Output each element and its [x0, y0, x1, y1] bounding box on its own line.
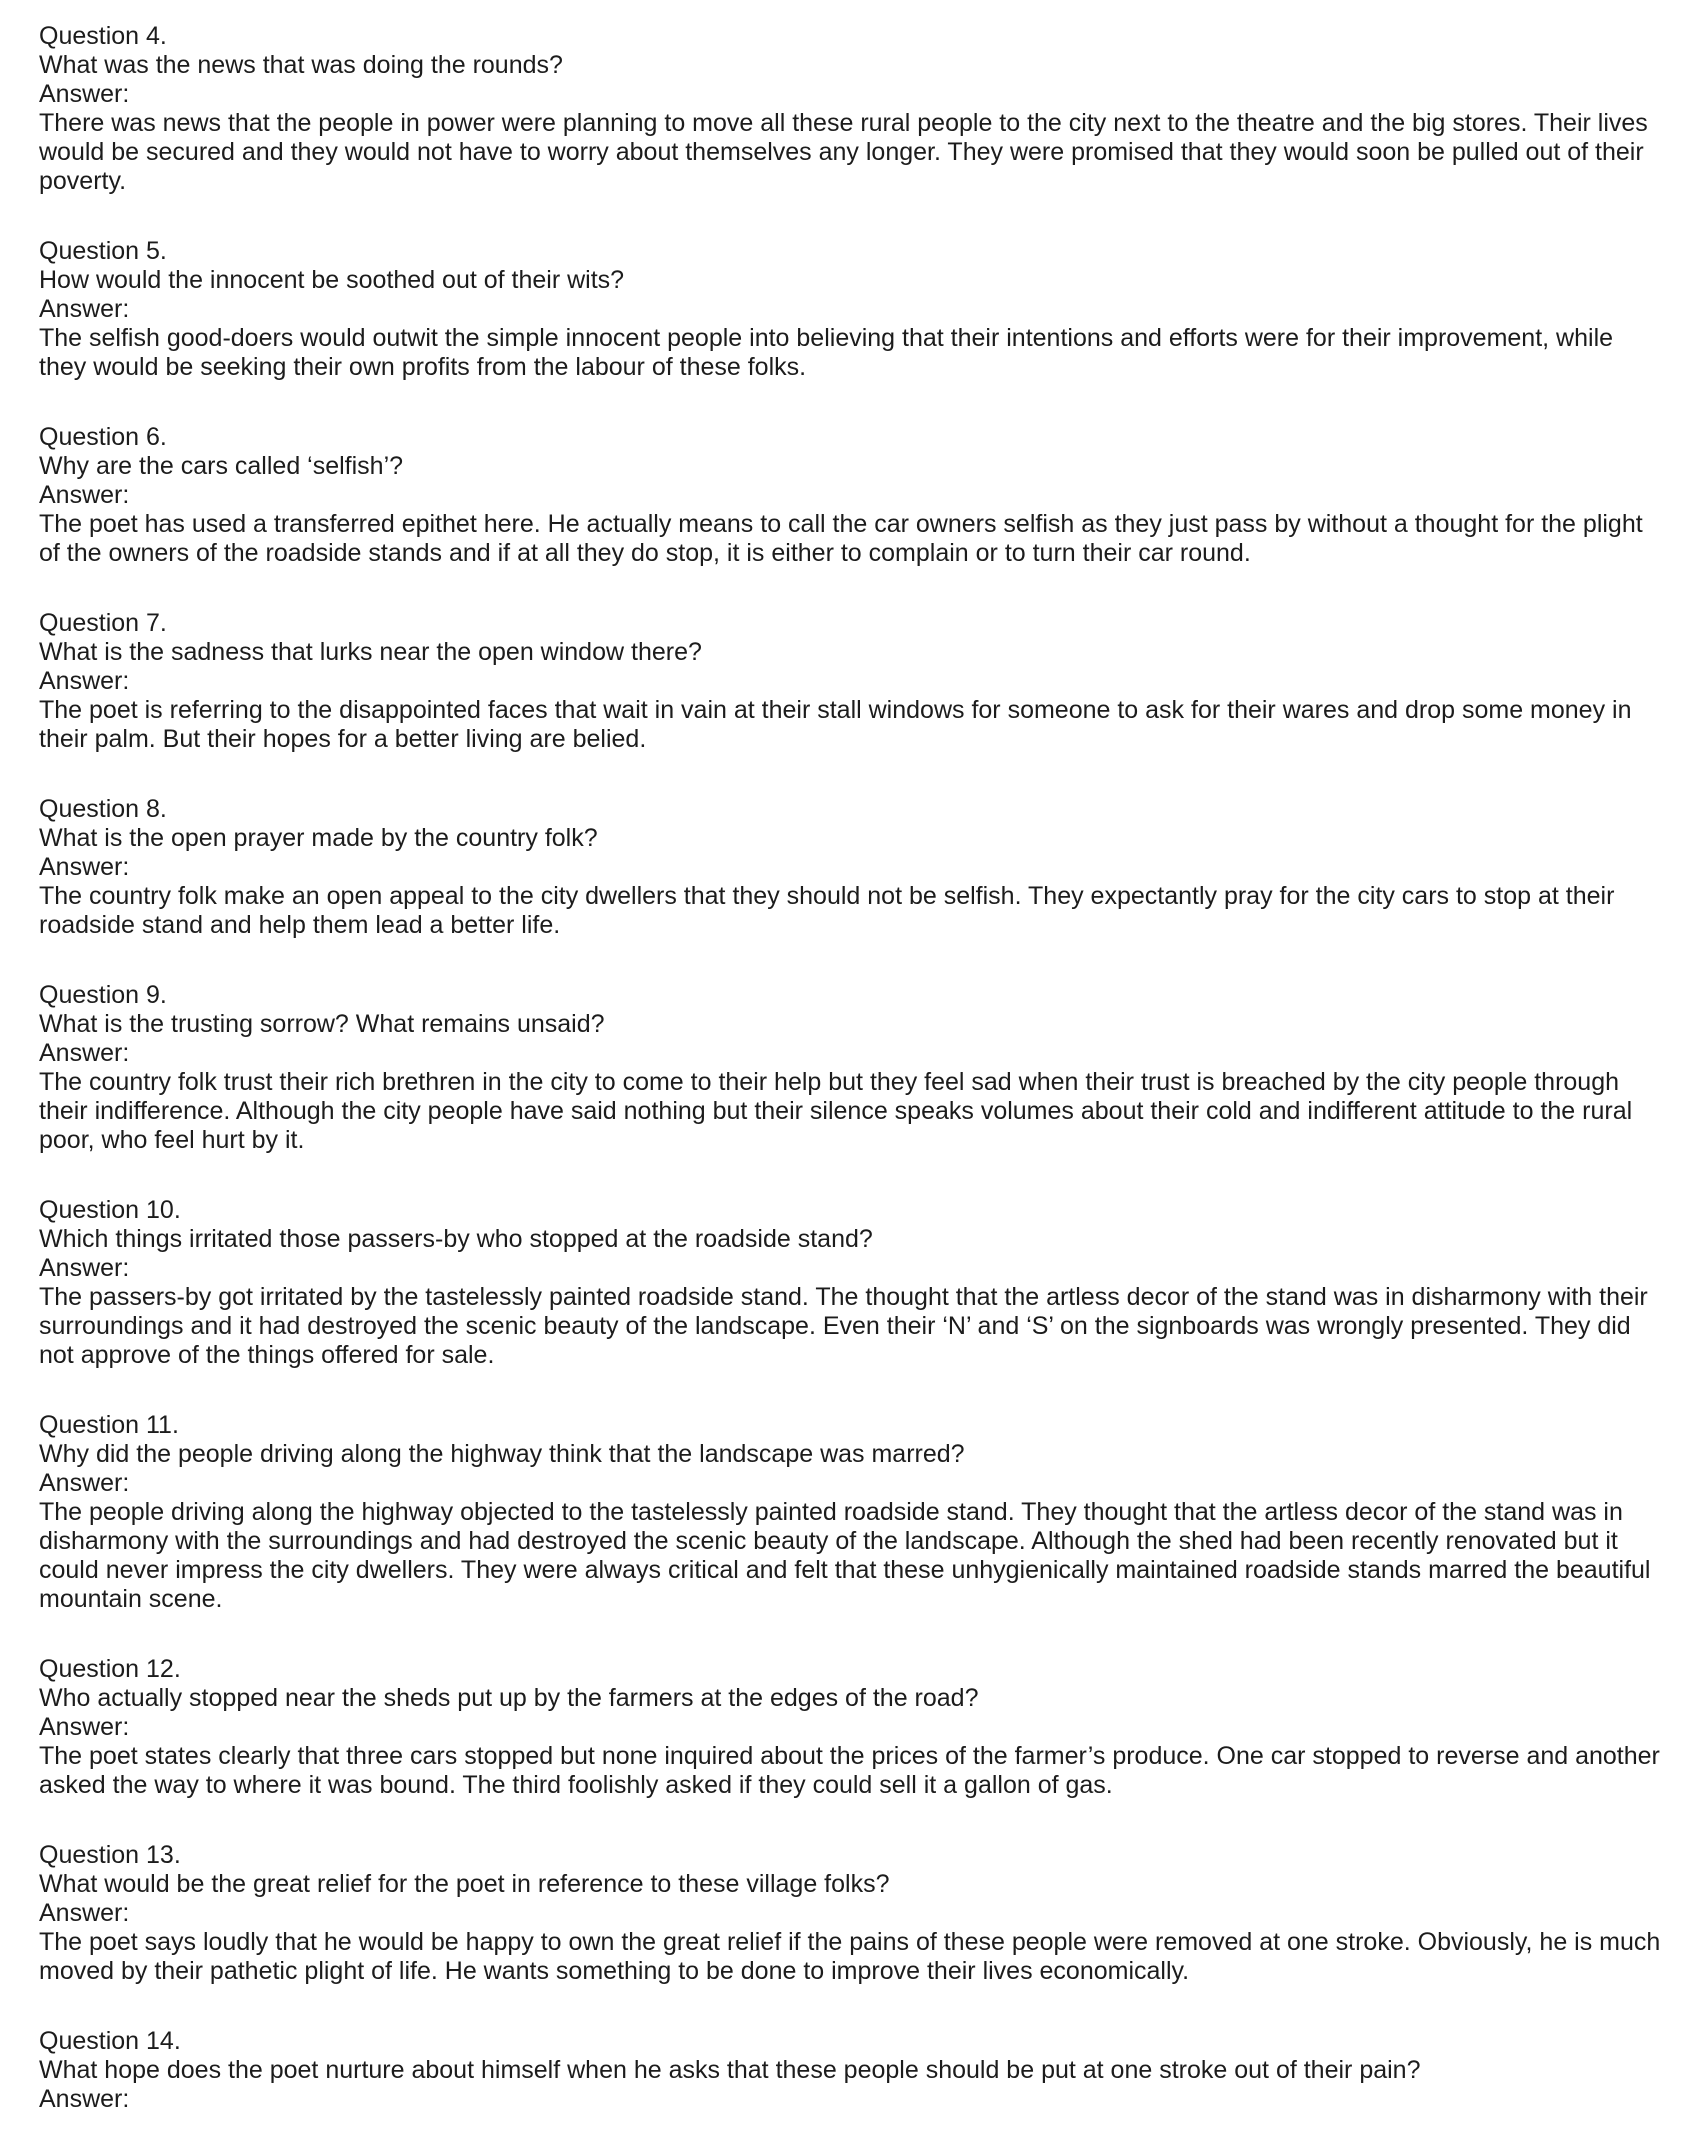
- question-block: [39, 795, 1664, 940]
- question-block: [39, 423, 1664, 568]
- answer-text: The passers-by got irritated by the tastelessly painted roadside stand. The thought that the artless decor of the stand was in disharmony with their surroundings and it had destroyed the scenic beauty of the landscape. Even their ‘N’ and ‘S’ on the signboards was wrongly presented. They did not approve of the things offered for sale.: [39, 1283, 1648, 1369]
- answer-text: The people driving along the highway objected to the tastelessly painted roadside stand. They thought that the artless decor of the stand was in disharmony with the surroundings and had destroyed the scenic beauty of the landscape. Although the shed had been recently renovated but it could never impress the city dwellers. They were always critical and felt that these unhygienically maintained roadside stands marred the beautiful mountain scene.: [39, 1498, 1651, 1613]
- question-number: Question 8.: [39, 795, 167, 823]
- question-number: Question 4.: [39, 22, 167, 50]
- answer-text: The poet says loudly that he would be happy to own the great relief if the pains of these people were removed at one stroke. Obviously, he is much moved by their pathetic plight of life. He wants something to be done to improve their lives economically.: [39, 1928, 1661, 1985]
- question-text: Why did the people driving along the highway think that the landscape was marred?: [39, 1440, 965, 1468]
- answer-text: The selfish good-doers would outwit the simple innocent people into believing that their intentions and efforts were for their improvement, while they would be seeking their own profits from the labour of these folks.: [39, 324, 1614, 381]
- question-block: [39, 1655, 1664, 1800]
- question-block: [39, 22, 1664, 196]
- question-text: What hope does the poet nurture about himself when he asks that these people should be put at one stroke out of their pain?: [39, 2056, 1421, 2084]
- question-text: What is the trusting sorrow? What remains unsaid?: [39, 1010, 605, 1038]
- question-number: Question 9.: [39, 981, 167, 1009]
- question-text: What is the sadness that lurks near the open window there?: [39, 638, 702, 666]
- answer-label: Answer:: [39, 1254, 130, 1282]
- question-number: Question 11.: [39, 1411, 179, 1439]
- question-text: What is the open prayer made by the country folk?: [39, 824, 598, 852]
- answer-label: Answer:: [39, 1713, 130, 1741]
- answer-label: Answer:: [39, 295, 130, 323]
- question-text: What was the news that was doing the rounds?: [39, 51, 563, 79]
- question-text: Which things irritated those passers-by who stopped at the roadside stand?: [39, 1225, 873, 1253]
- question-block: [39, 1411, 1664, 1614]
- question-text: How would the innocent be soothed out of their wits?: [39, 266, 625, 294]
- question-block: [39, 609, 1664, 754]
- question-text: What would be the great relief for the poet in reference to these village folks?: [39, 1870, 890, 1898]
- question-number: Question 5.: [39, 237, 167, 265]
- answer-text: The poet is referring to the disappointed faces that wait in vain at their stall windows for someone to ask for their wares and drop some money in their palm. But their hopes for a better living are belied.: [39, 696, 1632, 753]
- question-block: [39, 1841, 1664, 1986]
- answer-label: Answer:: [39, 853, 130, 881]
- answer-label: Answer:: [39, 2085, 130, 2113]
- question-number: Question 10.: [39, 1196, 181, 1224]
- answer-label: Answer:: [39, 1469, 130, 1497]
- question-block: [39, 237, 1664, 382]
- question-block: [39, 1196, 1664, 1370]
- question-block: [39, 2027, 1664, 2114]
- question-block: [39, 981, 1664, 1155]
- answer-label: Answer:: [39, 481, 130, 509]
- answer-text: The poet states clearly that three cars stopped but none inquired about the prices of the farmer’s produce. One car stopped to reverse and another asked the way to where it was bound. The third foolishly asked if they could sell it a gallon of gas.: [39, 1742, 1660, 1799]
- question-number: Question 13.: [39, 1841, 181, 1869]
- question-number: Question 7.: [39, 609, 167, 637]
- answer-text: The country folk trust their rich brethren in the city to come to their help but they feel sad when their trust is breached by the city people through their indifference. Although the city people have said nothing but their silence speaks volumes about their cold and indifferent attitude to the rural poor, who feel hurt by it.: [39, 1068, 1633, 1154]
- answer-label: Answer:: [39, 80, 130, 108]
- answer-label: Answer:: [39, 667, 130, 695]
- question-number: Question 12.: [39, 1655, 181, 1683]
- answer-text: The poet has used a transferred epithet here. He actually means to call the car owners selfish as they just pass by without a thought for the plight of the owners of the roadside stands and if at all they do stop, it is either to complain or to turn their car round.: [39, 510, 1643, 567]
- answer-text: There was news that the people in power were planning to move all these rural people to the city next to the theatre and the big stores. Their lives would be secured and they would not have to worry about themselves any longer. They were promised that they would soon be pulled out of their poverty.: [39, 109, 1648, 195]
- question-text: Why are the cars called ‘selfish’?: [39, 452, 404, 480]
- qa-document: [39, 22, 1664, 2155]
- question-text: Who actually stopped near the sheds put up by the farmers at the edges of the road?: [39, 1684, 979, 1712]
- answer-label: Answer:: [39, 1039, 130, 1067]
- question-number: Question 6.: [39, 423, 167, 451]
- answer-label: Answer:: [39, 1899, 130, 1927]
- question-number: Question 14.: [39, 2027, 181, 2055]
- answer-text: The country folk make an open appeal to the city dwellers that they should not be selfish. They expectantly pray for the city cars to stop at their roadside stand and help them lead a better life.: [39, 882, 1615, 939]
